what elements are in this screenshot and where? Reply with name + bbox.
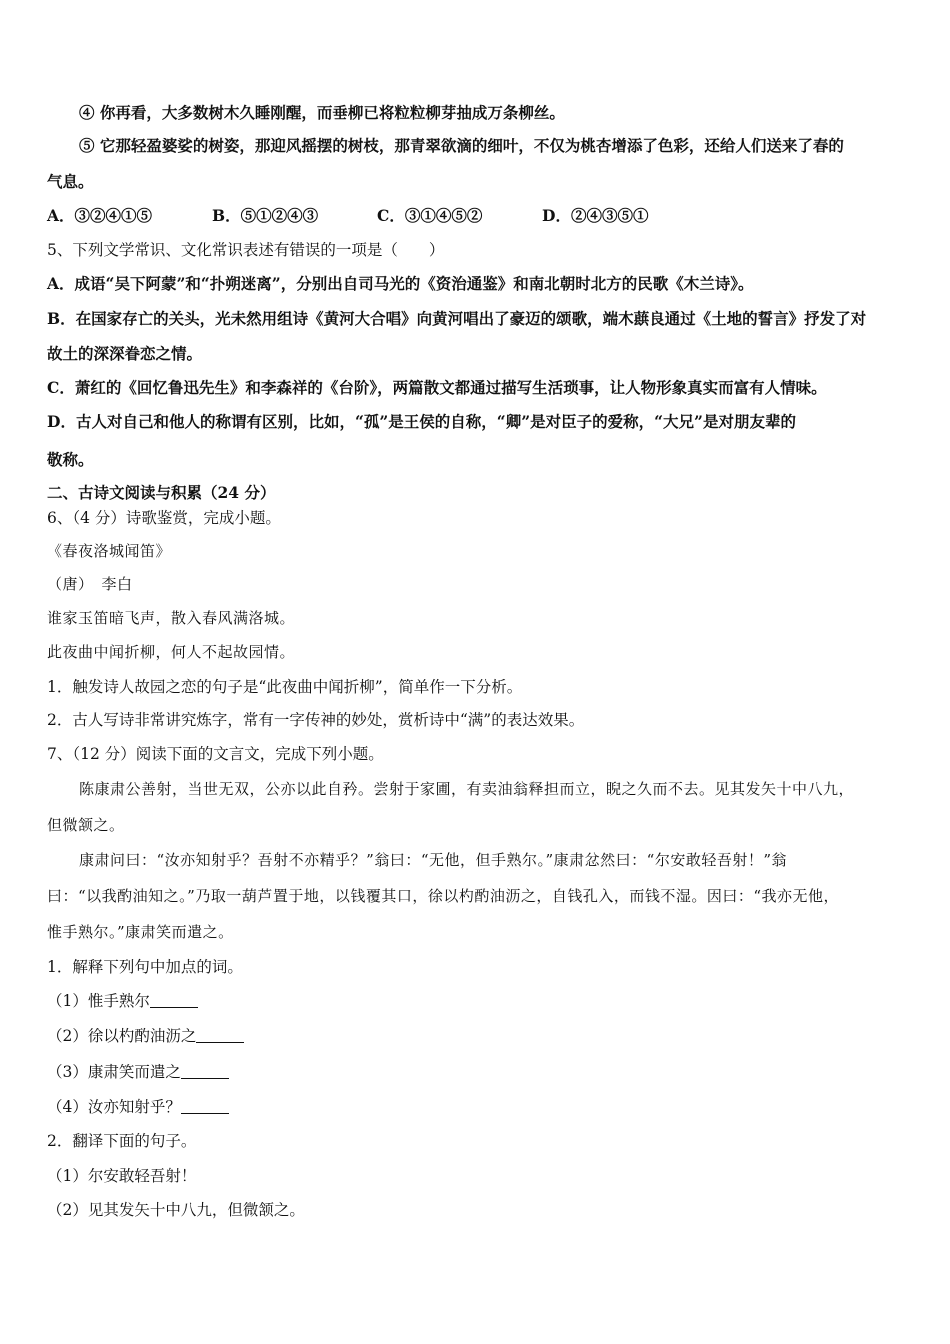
q7-passage-p2-end: 惟手熟尔。”康肃笑而遣之。 bbox=[47, 923, 234, 941]
q4-sentence-4: ④ 你再看，大多数树木久睡刚醒，而垂柳已将粒粒柳芽抽成万条柳丝。 bbox=[79, 103, 565, 122]
q7-passage-p2-cont: 曰：“以我酌油知之。”乃取一葫芦置于地，以钱覆其口，徐以杓酌油沥之，自钱孔入，而钱不湿。因曰：“我亦无他， bbox=[47, 887, 840, 905]
q7-word-1 bbox=[47, 991, 198, 1011]
q7-word-2 bbox=[47, 1026, 244, 1046]
q7-sub-2: 2．翻译下面的句子。 bbox=[47, 1132, 197, 1150]
q7-word-4-text: （4）汝亦知射乎？ bbox=[47, 1098, 181, 1116]
q4-option-b: B．⑤①②④③ bbox=[212, 206, 319, 225]
q4-options bbox=[47, 206, 907, 226]
q7-passage-p2: 康肃问曰：“汝亦知射乎？吾射不亦精乎？”翁曰：“无他，但手熟尔。”康肃忿然曰：“尔安敢轻吾射！”翁 bbox=[79, 851, 788, 869]
q7-translate-1: （1）尔安敢轻吾射！ bbox=[47, 1167, 197, 1185]
q4-option-a: A．③②④①⑤ bbox=[47, 206, 153, 225]
answer-blank[interactable] bbox=[150, 993, 198, 1008]
q7-translate-2: （2）见其发矢十中八九，但微颔之。 bbox=[47, 1201, 305, 1219]
q5-option-a: A．成语“吴下阿蒙”和“扑朔迷离”，分别出自司马光的《资治通鉴》和南北朝时北方的民歌《木兰诗》。 bbox=[47, 274, 754, 293]
q5-option-b-cont: 故土的深深眷恋之情。 bbox=[47, 344, 203, 363]
q6-stem: 6、（4 分）诗歌鉴赏，完成小题。 bbox=[47, 509, 281, 527]
q4-sentence-5: ⑤ 它那轻盈婆娑的树姿，那迎风摇摆的树枝，那青翠欲滴的细叶，不仅为桃杏增添了色彩，还给人们送来了春的 bbox=[79, 136, 844, 155]
poem-title: 《春夜洛城闻笛》 bbox=[47, 542, 172, 560]
q5-option-b: B．在国家存亡的关头，光未然用组诗《黄河大合唱》向黄河唱出了豪迈的颂歌，端木蕻良通过《土地的誓言》抒发了对 bbox=[47, 309, 867, 328]
q7-passage-p1: 陈康肃公善射，当世无双，公亦以此自矜。尝射于家圃，有卖油翁释担而立，睨之久而不去。见其发矢十中八九， bbox=[79, 780, 855, 798]
q7-stem: 7、（12 分）阅读下面的文言文，完成下列小题。 bbox=[47, 745, 384, 763]
poem-author: （唐） 李白 bbox=[47, 575, 133, 593]
poem-line-2: 此夜曲中闻折柳，何人不起故园情。 bbox=[47, 643, 296, 661]
q5-option-c: C．萧红的《回忆鲁迅先生》和李森祥的《台阶》，两篇散文都通过描写生活琐事，让人物形象真实而富有人情味。 bbox=[47, 378, 827, 397]
poem-line-1: 谁家玉笛暗飞声，散入春风满洛城。 bbox=[47, 609, 296, 627]
q7-sub-1: 1．解释下列句中加点的词。 bbox=[47, 958, 243, 976]
q5-option-d: D．古人对自己和他人的称谓有区别，比如，“孤”是王侯的自称，“卿”是对臣子的爱称，“大兄”是对朋友辈的 bbox=[47, 412, 796, 431]
q5-option-d-cont: 敬称。 bbox=[47, 450, 94, 469]
section-2-title: 二、古诗文阅读与积累（24 分） bbox=[47, 483, 276, 502]
q7-word-2-text: （2）徐以杓酌油沥之 bbox=[47, 1027, 197, 1045]
q7-word-1-text: （1）惟手熟尔 bbox=[47, 992, 150, 1010]
answer-blank[interactable] bbox=[181, 1099, 229, 1114]
answer-blank[interactable] bbox=[196, 1028, 244, 1043]
answer-blank[interactable] bbox=[181, 1064, 229, 1079]
q7-word-4 bbox=[47, 1097, 229, 1117]
q4-sentence-5-cont: 气息。 bbox=[47, 172, 94, 191]
q4-option-d: D．②④③⑤① bbox=[542, 206, 649, 225]
q6-sub-1: 1．触发诗人故园之恋的句子是“此夜曲中闻折柳”，简单作一下分析。 bbox=[47, 678, 523, 696]
q7-word-3 bbox=[47, 1062, 229, 1082]
q5-stem: 5、下列文学常识、文化常识表述有错误的一项是（ ） bbox=[47, 241, 445, 259]
q4-option-c: C．③①④⑤② bbox=[377, 206, 483, 225]
q7-passage-p1-cont: 但微颔之。 bbox=[47, 816, 125, 834]
q6-sub-2: 2．古人写诗非常讲究炼字，常有一字传神的妙处，赏析诗中“满”的表达效果。 bbox=[47, 711, 585, 729]
q7-word-3-text: （3）康肃笑而遣之 bbox=[47, 1063, 181, 1081]
